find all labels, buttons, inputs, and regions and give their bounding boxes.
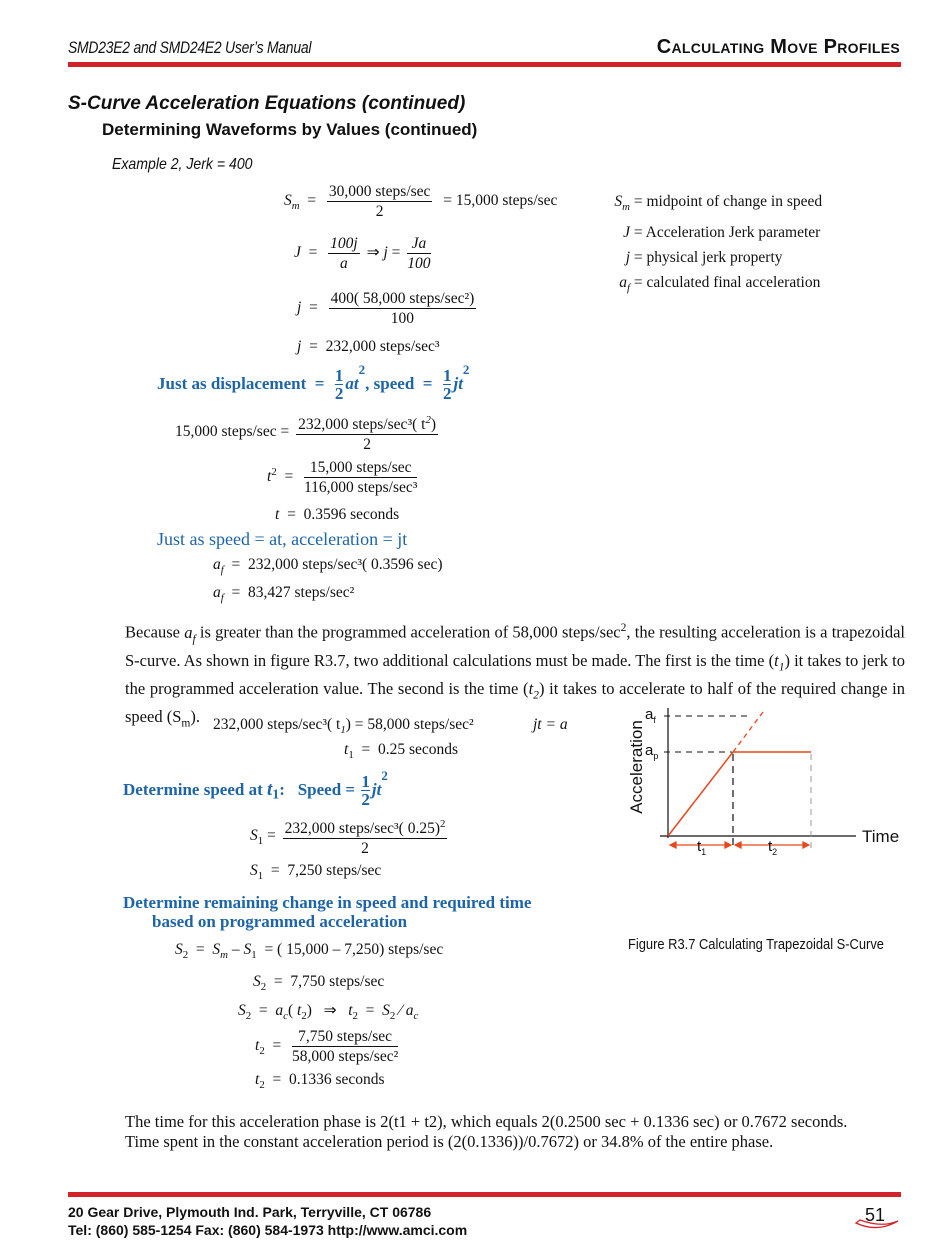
eq-jerk-param: J = $\frac{100j}{a}$ ⇒ j = $\frac{Ja}{100}$ xyxy=(294,235,431,272)
eq-speed-time: 15,000 steps/sec = $\frac{232,000 steps/\sec^3( t^2)}{2}$ xyxy=(175,411,441,454)
eq-t1: 232,000 steps/sec³( $t_1) = 58,000$ steps/sec² xyxy=(213,716,474,737)
eq-jerk-result: j = 232,000 steps/sec³ xyxy=(297,338,440,355)
legend-item: $S_m$ = midpoint of change in speed xyxy=(614,193,823,214)
figure-y-label: Acceleration xyxy=(627,720,646,814)
eq-sm: $S_m$ = $\frac{\text{30,000 steps/sec}}{2}$ = 15,000 steps/sec xyxy=(284,183,558,220)
page-number: 51 xyxy=(865,1205,886,1225)
eq-t1-result: $t_1 = 0.25$ seconds xyxy=(344,741,459,762)
page-number-badge xyxy=(852,1205,902,1225)
paragraph-phase-time: The time for this acceleration phase is 2(t1 + t2), which equals 2(0.2500 sec + 0.1336 sec) or 0.7672 seconds. Time spent in the constant acceleration period is (2(0.1336))/0.7672) or 34.8% of the entire phase. xyxy=(125,1112,848,1151)
heading-speed-t1: Determine speed at $t_1$: Speed = $\frac{1}{2}$ $jt^2$ xyxy=(123,768,388,809)
eq-sm-num: 30,000 steps/sec xyxy=(328,183,431,200)
example-label: Example 2, Jerk = 400 xyxy=(112,156,253,173)
figure-t2-label: $t_2$ xyxy=(768,838,778,857)
legend xyxy=(600,189,822,301)
header-chapter-title: Calculating Move Profiles xyxy=(656,36,900,58)
eq-s2-result: $S_2 = 7,750$ steps/sec xyxy=(253,973,385,994)
figure-ap-label: $a_p$ xyxy=(645,742,659,761)
heading-speed: Just as speed = at, acceleration = jt xyxy=(157,529,408,549)
eq-s1-result: $S_1 = 7,250$ steps/sec xyxy=(250,862,382,883)
eq-t2-result: $t_2 = 0.1336$ seconds xyxy=(255,1071,385,1092)
heading-remaining: Determine remaining change in speed and required time based on programmed acceleration xyxy=(123,893,532,931)
heading-displacement: Just as displacement = $\frac{1}{2}$ $at^2$, speed = $\frac{1}{2}$ $jt^2$ xyxy=(157,362,470,403)
eq-sm-result: = 15,000 steps/sec xyxy=(443,192,558,210)
eq-t-result: t = 0.3596 seconds xyxy=(275,506,400,523)
legend-item: J = Acceleration Jerk parameter xyxy=(623,224,821,242)
figure-x-label: Time xyxy=(862,827,900,846)
figure-af-label: $a_f$ xyxy=(645,706,656,725)
eq-t2-formula: $S_2 = a_c$( $t_2$) ⇒ $t_2 = S_2$ ⁄ $a_c$ xyxy=(238,1002,419,1023)
legend-item: $a_f$ = calculated final acceleration xyxy=(619,274,821,295)
header-manual-title: SMD23E2 and SMD24E2 User’s Manual xyxy=(68,38,312,57)
legend-item: j = physical jerk property xyxy=(625,249,783,267)
eq-af-1: $a_f = 232,000$ steps/sec³( 0.3596 sec) xyxy=(213,556,443,577)
eq-sm-den: 2 xyxy=(375,203,384,220)
eq-t2: $t_2$ = $\frac{\text{7,750 steps/sec}}{\text{58,000 steps/sec²}}$ xyxy=(255,1028,399,1065)
eq-jt-a: jt = a xyxy=(533,716,568,733)
figure-acceleration-curve xyxy=(668,712,811,836)
eq-af-2: $a_f = 83,427$ steps/sec² xyxy=(213,584,355,605)
eq-s1: $S_1$ = $\frac{232,000 steps/\sec^3( 0.25)^2}{2}$ xyxy=(250,815,450,858)
figure-caption: Figure R3.7 Calculating Trapezoidal S-Curve xyxy=(628,936,884,953)
eq-s2: $S_2 = S_m - S_1$ = ( 15,000 – 7,250) steps/sec xyxy=(175,941,444,962)
eq-jerk-value: j = $\frac{\text{400( 58,000 steps/sec²)}}{100}$ xyxy=(297,290,475,327)
figure-t1-label: $t_1$ xyxy=(697,838,707,857)
paragraph-trapezoidal: Because $a_f$ is greater than the programmed acceleration of 58,000 steps/$\sec^2$, the resulting acceleration is a trapezoidal S-curve. As shown in figure R3.7, two additional calculations must be made. The first is the time $(t_1)$ it takes to jerk to the programmed acceleration value. The second is the time $(t_2)$ it takes to accelerate to half of the required change in speed $(S_m)$. xyxy=(125,622,905,730)
header-rule xyxy=(68,62,901,67)
footer-address: 20 Gear Drive, Plymouth Ind. Park, Terryville, CT 06786 xyxy=(68,1204,432,1220)
footer-rule xyxy=(68,1192,901,1197)
footer-contact: Tel: (860) 585-1254 Fax: (860) 584-1973 http://www.amci.com xyxy=(68,1222,468,1238)
section-title: S-Curve Acceleration Equations (continued) xyxy=(68,93,466,114)
eq-t-squared: $t^2$ = $\frac{\text{15,000 steps/sec}}{\text{116,000 steps/sec³}}$ xyxy=(267,459,418,496)
section-subtitle: Determining Waveforms by Values (continued) xyxy=(102,120,478,139)
